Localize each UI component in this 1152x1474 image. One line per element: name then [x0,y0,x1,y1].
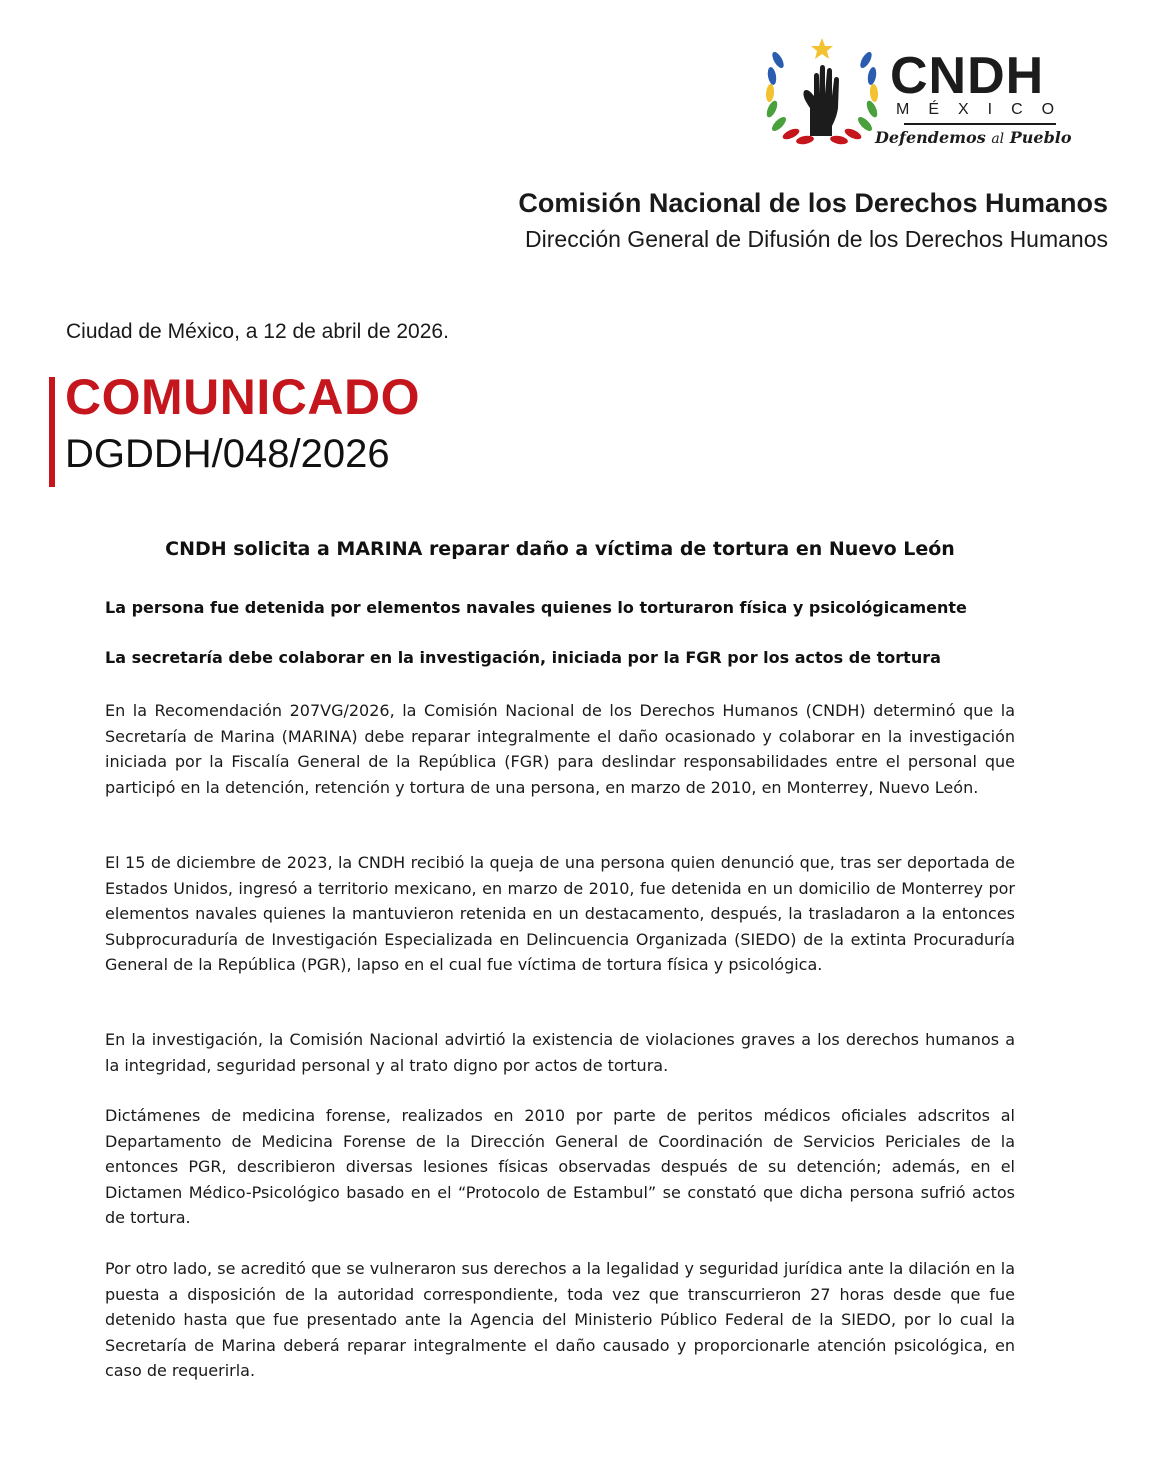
logo-tagline [875,128,1072,147]
logo-tagline-b: al [991,131,1005,147]
cndh-emblem-icon [762,36,882,151]
paragraph-3: En la investigación, la Comisión Nacional advirtió la existencia de violaciones graves a los derechos humanos a la integridad, seguridad personal y al trato digno por actos de tortura. [105,1030,1015,1075]
logo-wordmark: CNDH [890,47,1045,105]
department-name: Dirección General de Difusión de los Derechos Humanos [525,226,1108,252]
place-date: Ciudad de México, a 12 de abril de 2026. [66,320,449,343]
subhead-1: La persona fue detenida por elementos navales quienes lo torturaron física y psicológicamente [105,598,967,617]
institution-name: Comisión Nacional de los Derechos Humanos [518,188,1108,218]
logo-divider [904,123,1056,125]
headline: CNDH solicita a MARINA reparar daño a víctima de tortura en Nuevo León [165,538,955,560]
paragraph-5: Por otro lado, se acreditó que se vulneraron sus derechos a la legalidad y seguridad jurídica ante la dilación en la puesta a disposición de la autoridad correspondiente, toda vez que transcurrieron 27 horas desde que fue detenido hasta que fue presentado ante la Agencia del Ministerio Público Federal de la SIEDO, por lo cual la Secretaría de Marina deberá reparar integralmente el daño causado y proporcionarle atención psicológica, en caso de requerirla. [105,1259,1015,1381]
document-type: COMUNICADO [65,369,420,425]
accent-bar [49,377,55,487]
subhead-2: La secretaría debe colaborar en la investigación, iniciada por la FGR por los actos de tortura [105,648,941,667]
cndh-logo [762,36,1074,156]
document-number: DGDDH/048/2026 [65,432,390,476]
logo-tagline-a: Defendemos [875,128,986,147]
paragraph-4: Dictámenes de medicina forense, realizados en 2010 por parte de peritos médicos oficiales adscritos al Departamento de Medicina Forense de la Dirección General de Coordinación de Servicios Periciales de la entonces PGR, describieron diversas lesiones físicas observadas después de su detención; además, en el Dictamen Médico-Psicológico basado en el “Protocolo de Estambul” se constató que dicha persona sufrió actos de tortura. [105,1106,1015,1228]
logo-country: MÉXICO [896,101,1074,118]
paragraph-1: En la Recomendación 207VG/2026, la Comisión Nacional de los Derechos Humanos (CNDH) determinó que la Secretaría de Marina (MARINA) debe reparar integralmente el daño ocasionado y colaborar en la investigación iniciada por la Fiscalía General de la República (FGR) para deslindar responsabilidades entre el personal que participó en la detención, retención y tortura de una persona, en marzo de 2010, en Monterrey, Nuevo León. [105,701,1015,797]
paragraph-2: El 15 de diciembre de 2023, la CNDH recibió la queja de una persona quien denunció que, tras ser deportada de Estados Unidos, ingresó a territorio mexicano, en marzo de 2010, fue detenida en un domicilio de Monterrey por elementos navales quienes la mantuvieron retenida en un destacamento, después, la trasladaron a la entonces Subprocuraduría de Investigación Especializada en Delincuencia Organizada (SIEDO) de la extinta Procuraduría General de la República (PGR), lapso en el cual fue víctima de tortura física y psicológica. [105,853,1015,975]
logo-tagline-c: Pueblo [1009,128,1072,147]
